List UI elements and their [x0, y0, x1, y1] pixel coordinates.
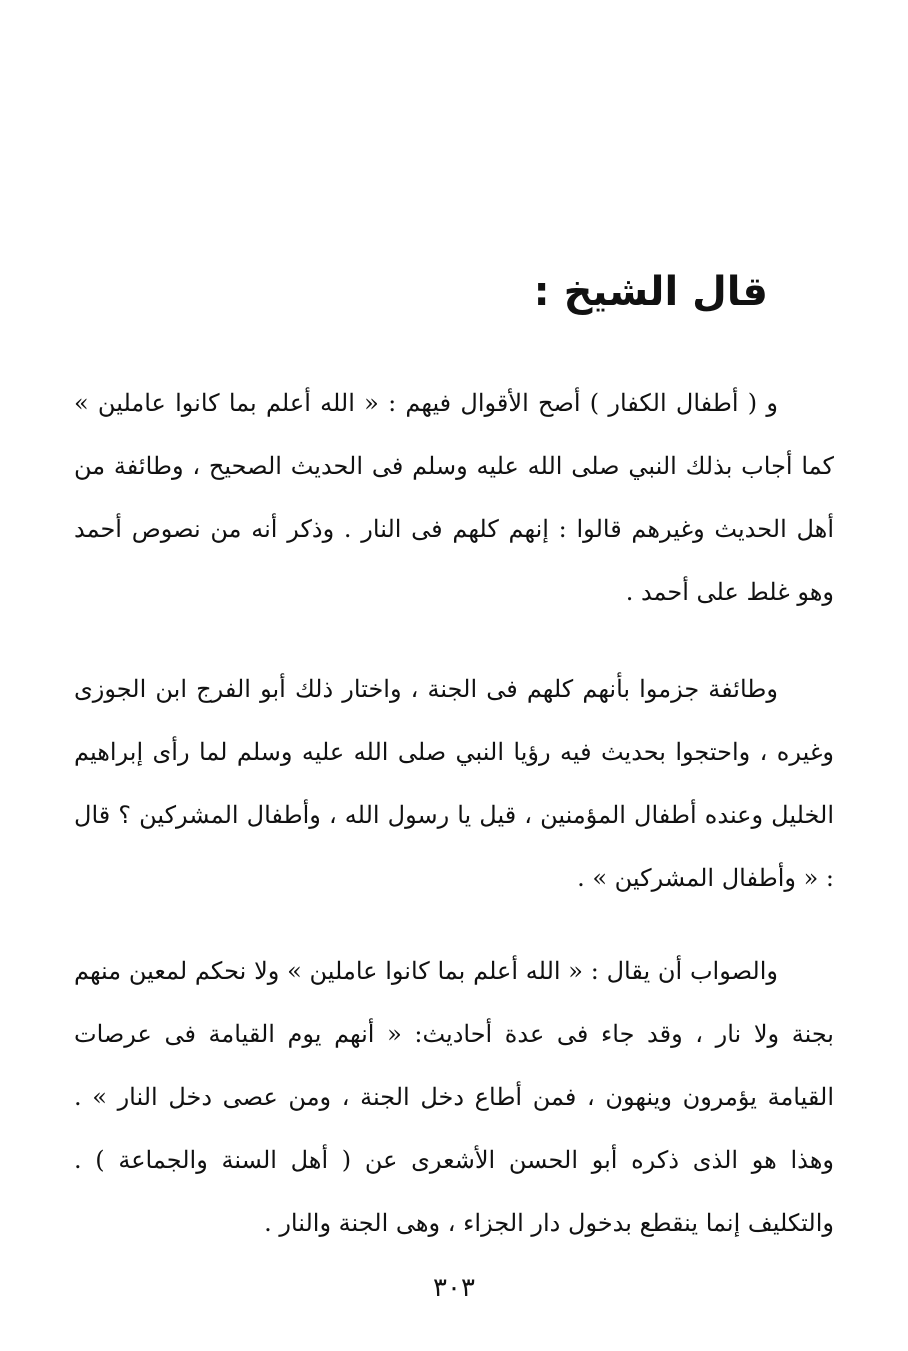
page-number: ٣٠٣ [433, 1273, 475, 1303]
paragraph-1-text: و ( أطفال الكفار ) أصح الأقوال فيهم : « الله أعلم بما كانوا عاملين » كما أجاب بذلك النبي صلى الله عليه وسلم فى الحديث الصحيح ، وطائفة من أهل الحديث وغيرهم قالوا : إنهم كلهم فى النار . وذكر أنه من نصوص أحمد وهو غلط على أحمد . [74, 389, 834, 606]
paragraph-3-text: والصواب أن يقال : « الله أعلم بما كانوا عاملين » ولا نحكم لمعين منهم بجنة ولا نار ، وقد جاء فى عدة أحاديث: « أنهم يوم القيامة فى عرصات القيامة يؤمرون وينهون ، فمن أطاع دخل الجنة ، ومن عصى دخل النار » . وهذا هو الذى ذكره أبو الحسن الأشعرى عن ( أهل السنة والجماعة ) . والتكليف إنما ينقطع بدخول دار الجزاء ، وهى الجنة والنار . [74, 957, 834, 1237]
paragraph-2-text: وطائفة جزموا بأنهم كلهم فى الجنة ، واختار ذلك أبو الفرج ابن الجوزى وغيره ، واحتجوا بحديث فيه رؤيا النبي صلى الله عليه وسلم لما رأى إبراهيم الخليل وعنده أطفال المؤمنين ، قيل يا رسول الله ، وأطفال المشركين ؟ قال : « وأطفال المشركين » . [74, 675, 834, 892]
paragraph-2 [74, 658, 834, 910]
section-heading: قال الشيخ : [533, 269, 768, 315]
paragraph-1 [74, 372, 834, 624]
paragraph-3 [74, 940, 834, 1255]
